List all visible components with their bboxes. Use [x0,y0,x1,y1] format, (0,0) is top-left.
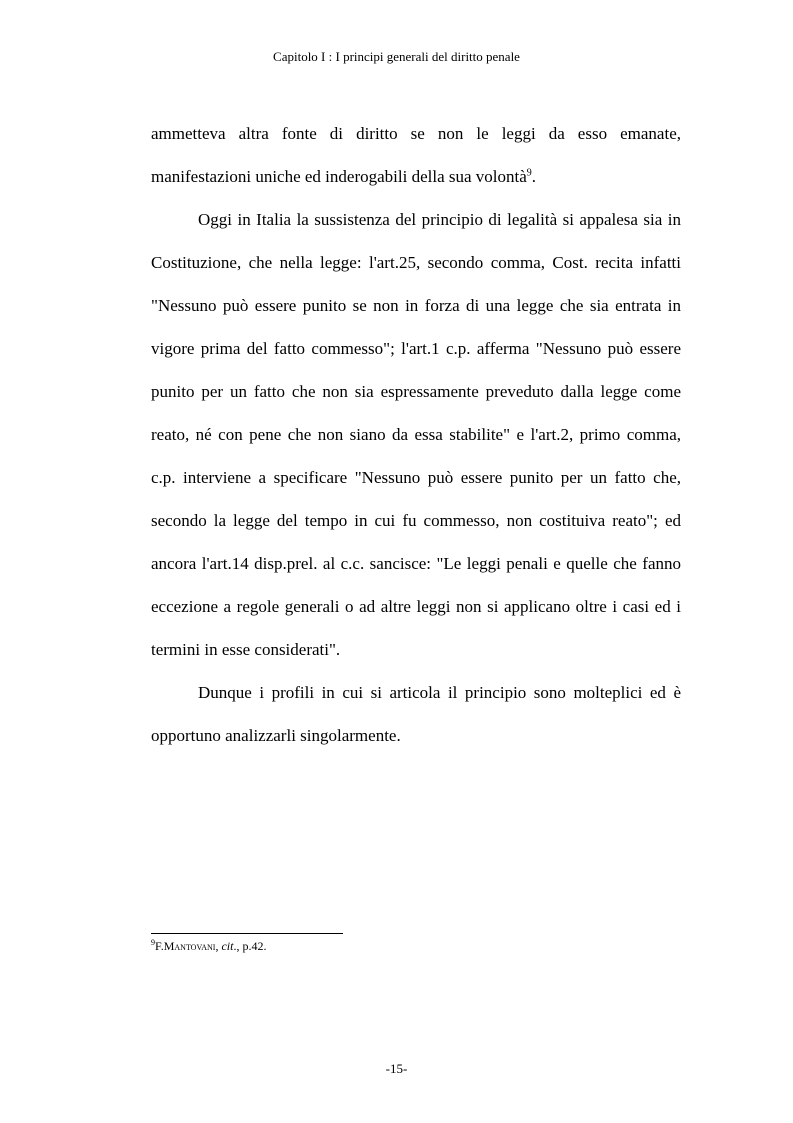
footnote-author-initial: F. [155,939,164,953]
paragraph-2: Oggi in Italia la sussistenza del principio di legalità si appalesa sia in Costituzione, che nella legge: l'art.25, secondo comma, Cost. recita infatti "Nessuno può essere punito se non in forza di una legge che sia entrata in vigore prima del fatto commesso"; l'art.1 c.p. afferma "Nessuno può essere punito per un fatto che non sia espressamente preveduto dalla legge come reato, né con pene che non siano da essa stabilite" e l'art.2, primo comma, c.p. interviene a specificare "Nessuno può essere punito per un fatto che, secondo la legge del tempo in cui fu commesso, non costituiva reato"; ed ancora l'art.14 disp.prel. al c.c. sancisce: "Le leggi penali e quelle che fanno eccezione a regole generali o ad altre leggi non si applicano oltre i casi ed i termini in esse considerati". [151,210,681,659]
footnote-author-surname: Mantovani [163,939,216,953]
paragraph-1-text: ammetteva altra fonte di diritto se non le leggi da esso emanate, manifestazioni uniche ed inderogabili della sua volontà [151,124,681,186]
footnote-separator-text: , [215,939,222,953]
page-number: -15- [385,1061,408,1076]
running-header: Capitolo I : I principi generali del diritto penale [273,49,520,64]
paragraph-1-end: . [531,167,537,186]
footnote-rest: ., p.42. [233,939,267,953]
footnote-cit: cit [221,939,234,953]
footnote-number: 9 [151,938,155,947]
paragraph-3: Dunque i profili in cui si articola il principio sono molteplici ed è opportuno analizzarli singolarmente. [151,683,681,745]
footnote-reference: 9 [526,167,532,179]
footnote-separator [151,933,343,934]
paragraph-1 [151,112,681,198]
footnote [151,938,681,954]
main-text [151,112,681,757]
